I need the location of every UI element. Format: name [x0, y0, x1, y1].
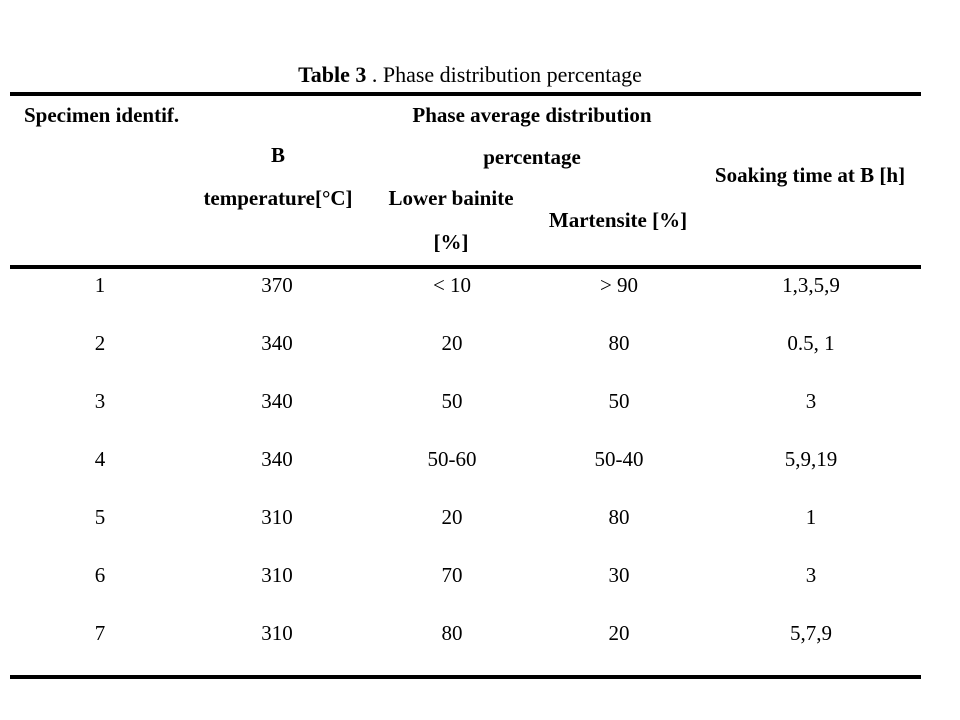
header-b-line1: B: [270, 143, 285, 167]
cell-lower-bainite: 70: [441, 563, 463, 587]
cell-martensite: 50: [608, 389, 630, 413]
header-specimen: Specimen identif.: [24, 103, 180, 127]
cell-temperature: 340: [261, 389, 293, 413]
top-rule: [10, 92, 921, 96]
cell-temperature: 310: [261, 621, 293, 645]
cell-temperature: 370: [261, 273, 293, 297]
cell-soaking-time: 5,7,9: [790, 621, 832, 645]
header-soaking: Soaking time at B [h]: [714, 163, 906, 187]
cell-martensite: 80: [608, 505, 630, 529]
cell-martensite: > 90: [599, 273, 639, 297]
cell-martensite: 30: [608, 563, 630, 587]
cell-specimen: 6: [94, 563, 106, 587]
cell-temperature: 310: [261, 563, 293, 587]
caption-text: . Phase distribution percentage: [366, 62, 642, 87]
cell-lower-bainite: 80: [441, 621, 463, 645]
cell-specimen: 1: [94, 273, 106, 297]
cell-specimen: 7: [94, 621, 106, 645]
cell-soaking-time: 3: [805, 563, 817, 587]
cell-lower-bainite: 50-60: [427, 447, 477, 471]
cell-specimen: 5: [94, 505, 106, 529]
cell-soaking-time: 1,3,5,9: [782, 273, 840, 297]
cell-temperature: 340: [261, 447, 293, 471]
cell-specimen: 3: [94, 389, 106, 413]
bottom-rule: [10, 675, 921, 679]
cell-lower-bainite: 50: [441, 389, 463, 413]
header-b-line2: temperature[°C]: [203, 186, 353, 210]
cell-martensite: 80: [608, 331, 630, 355]
cell-lower-bainite: 20: [441, 331, 463, 355]
cell-soaking-time: 5,9,19: [784, 447, 838, 471]
table-caption: [0, 62, 940, 88]
header-rule: [10, 265, 921, 269]
cell-soaking-time: 0.5, 1: [787, 331, 835, 355]
cell-lower-bainite: < 10: [432, 273, 472, 297]
cell-specimen: 2: [94, 331, 106, 355]
cell-lower-bainite: 20: [441, 505, 463, 529]
cell-temperature: 310: [261, 505, 293, 529]
header-phase-line2: percentage: [483, 145, 581, 169]
cell-martensite: 50-40: [594, 447, 644, 471]
caption-label: Table 3: [298, 62, 367, 87]
cell-martensite: 20: [608, 621, 630, 645]
header-lower-bainite-line1: Lower bainite: [388, 186, 514, 210]
header-martensite: Martensite [%]: [548, 208, 688, 232]
cell-specimen: 4: [94, 447, 106, 471]
cell-temperature: 340: [261, 331, 293, 355]
header-lower-bainite-line2: [%]: [433, 230, 469, 254]
header-phase-line1: Phase average distribution: [412, 103, 652, 127]
cell-soaking-time: 1: [805, 505, 817, 529]
cell-soaking-time: 3: [805, 389, 817, 413]
